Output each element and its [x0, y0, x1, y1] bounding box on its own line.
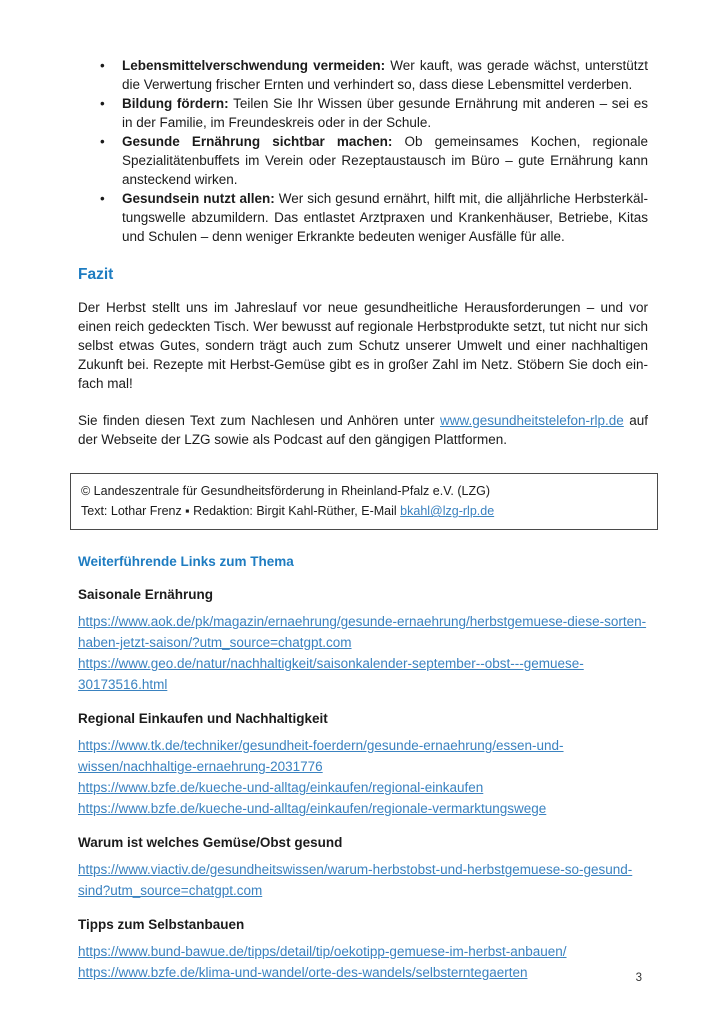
- links-section-heading: Weiterführende Links zum Thema: [78, 554, 294, 569]
- link-group: [78, 917, 648, 983]
- bullet-text: Teilen Sie Ihr Wissen über gesunde Ernährung mit anderen – sei es in der Familie, im Freundeskreis oder in der Schule.: [122, 96, 648, 130]
- list-item: [78, 189, 648, 246]
- link-group-links: [78, 941, 648, 983]
- external-link[interactable]: https://www.bzfe.de/kueche-und-alltag/einkaufen/regional-einkaufen: [78, 780, 484, 795]
- fazit-heading: Fazit: [78, 266, 114, 283]
- page-number: 3: [635, 972, 642, 984]
- bullet-lead: Lebensmittelverschwendung vermeiden:: [122, 58, 386, 73]
- link-group: [78, 587, 648, 695]
- gesundheitstelefon-link[interactable]: www.gesundheitstelefon-rlp.de: [439, 413, 624, 428]
- podcast-text-before: Sie finden diesen Text zum Nachlesen und Anhören unter: [78, 413, 435, 428]
- external-link[interactable]: https://www.geo.de/natur/nachhaltigkeit/saisonkalender-september--obst---gemuese-30173516.html: [78, 656, 584, 692]
- credits-text: Text: Lothar Frenz ▪ Redaktion: Birgit Kahl-Rüther, E-Mail: [81, 504, 397, 518]
- bullet-text: Ob gemeinsames Kochen, regionale Spezialitätenbuffets im Verein oder Rezeptaustausch im Büro – gute Ernährung kann ansteckend wirken.: [122, 134, 648, 187]
- link-group-title: Tipps zum Selbstanbauen: [78, 917, 245, 932]
- copyright-line: © Landeszentrale für Gesundheitsförderung in Rheinland-Pfalz e.V. (LZG): [81, 484, 490, 498]
- list-item: [78, 94, 648, 132]
- bullet-lead: Gesundsein nutzt allen:: [122, 191, 275, 206]
- link-group-links: [78, 859, 648, 901]
- link-groups-container: [78, 587, 648, 983]
- external-link[interactable]: https://www.bund-bawue.de/tipps/detail/tip/oekotipp-gemuese-im-herbst-anbauen/: [78, 944, 567, 959]
- external-link[interactable]: https://www.bzfe.de/klima-und-wandel/orte-des-wandels/selbsterntegaerten: [78, 965, 528, 980]
- credits-line: [81, 501, 647, 521]
- email-link[interactable]: bkahl@lzg-rlp.de: [400, 504, 495, 518]
- list-item: [78, 56, 648, 94]
- link-group-title: Regional Einkaufen und Nachhaltigkeit: [78, 711, 328, 726]
- external-link[interactable]: https://www.tk.de/techniker/gesundheit-foerdern/gesunde-ernaehrung/essen-und-wissen/nachhaltige-ernaehrung-2031776: [78, 738, 564, 774]
- link-group: [78, 711, 648, 819]
- list-item: [78, 132, 648, 189]
- podcast-paragraph: [78, 411, 648, 449]
- link-group-links: [78, 611, 648, 695]
- bullet-text: Wer kauft, was gerade wächst, unterstützt die Verwertung frischer Ernten und verhindert so, dass diese Lebensmittel verderben.: [122, 58, 648, 92]
- external-link[interactable]: https://www.aok.de/pk/magazin/ernaehrung/gesunde-ernaehrung/herbstgemuese-diese-sorten-haben-jetzt-saison/?utm_source=chatgpt.com: [78, 614, 647, 650]
- link-group: [78, 835, 648, 901]
- copyright-box: [70, 473, 658, 530]
- fazit-paragraph: Der Herbst stellt uns im Jahreslauf vor neue gesundheitliche Herausforderungen – und vor einen reich gedeckten Tisch. Wer bewusst auf regionale Herbstprodukte setzt, tut nicht nur sich selbst etwas Gutes, sondern trägt auch zum Schutz unserer Umwelt und einer nachhaltigen Zukunft bei. Rezepte mit Herbst-Gemüse gibt es in großer Zahl im Netz. Stöbern Sie doch einfach mal!: [78, 300, 648, 391]
- link-group-title: Saisonale Ernährung: [78, 587, 214, 602]
- link-group-links: [78, 735, 648, 819]
- bullet-list: [78, 56, 648, 246]
- external-link[interactable]: https://www.bzfe.de/kueche-und-alltag/einkaufen/regionale-vermarktungswege: [78, 801, 547, 816]
- bullet-lead: Bildung fördern:: [122, 96, 229, 111]
- podcast-text-after: auf der Webseite der LZG sowie als Podcast auf den gängigen Plattformen.: [78, 413, 648, 447]
- bullet-lead: Gesunde Ernährung sichtbar machen:: [122, 134, 393, 149]
- external-link[interactable]: https://www.viactiv.de/gesundheitswissen/warum-herbstobst-und-herbstgemuese-so-gesund-sind?utm_source=chatgpt.com: [78, 862, 633, 898]
- link-group-title: Warum ist welches Gemüse/Obst gesund: [78, 835, 343, 850]
- bullet-text: Wer sich gesund ernährt, hilft mit, die alljährliche Herbsterkältungswelle abzumildern. Das entlastet Arztpraxen und Krankenhäuser, Betriebe, Kitas und Schulen – denn weniger Erkrankte bedeuten weniger Ausfälle für alle.: [122, 191, 648, 244]
